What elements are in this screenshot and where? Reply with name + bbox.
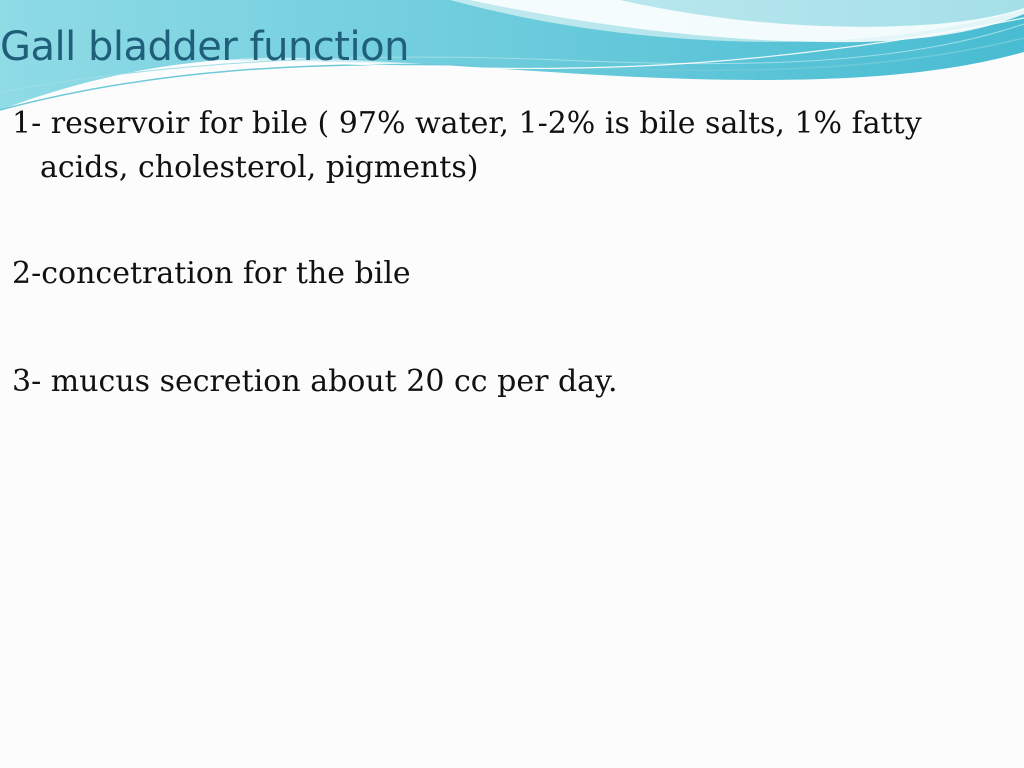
bullet-list [12, 102, 962, 404]
list-item: 2-concetration for the bile [12, 256, 411, 291]
slide-title: Gall bladder function [0, 24, 409, 70]
list-item: 1- reservoir for bile ( 97% water, 1-2% is bile salts, 1% fatty acids, cholesterol, pigments) [12, 106, 922, 185]
list-item: 3- mucus secretion about 20 cc per day. [12, 364, 618, 399]
